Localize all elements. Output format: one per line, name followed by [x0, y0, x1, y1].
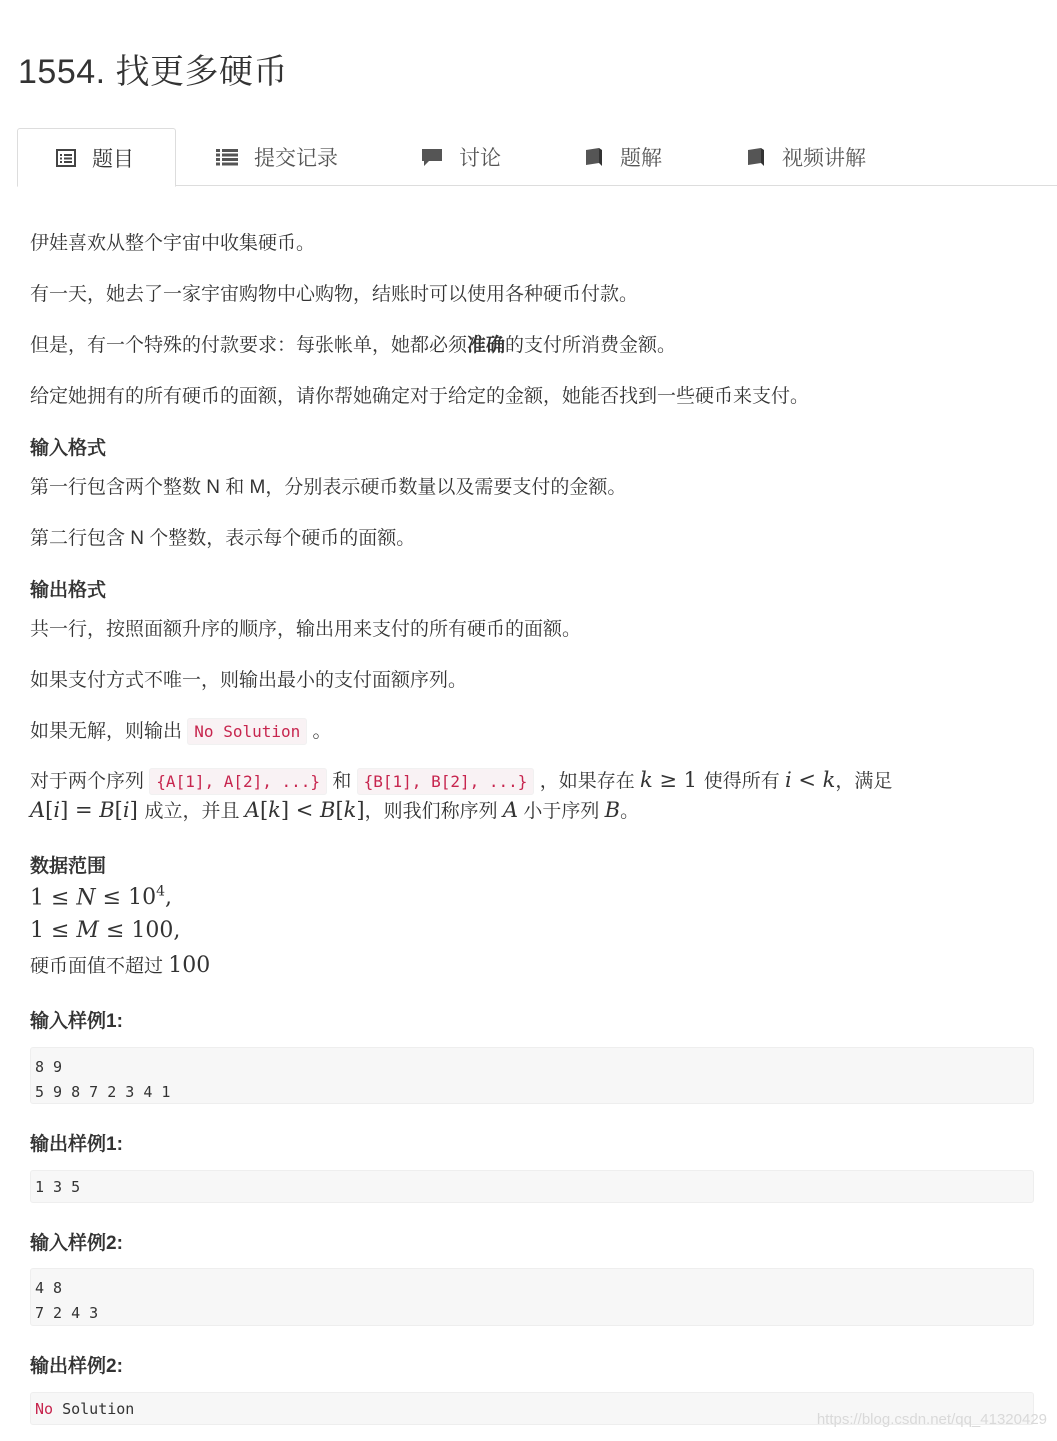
inline-code: {B[1], B[2], ...}: [357, 768, 535, 795]
inline-code: No Solution: [187, 718, 307, 745]
tab-label: 题目: [92, 147, 134, 171]
sample-output-2: No Solution: [30, 1392, 1034, 1425]
paragraph: 第一行包含两个整数 N 和 M，分别表示硬币数量以及需要支付的金额。: [30, 477, 627, 498]
paragraph: 如果支付方式不唯一，则输出最小的支付面额序列。: [30, 670, 468, 691]
problem-tabs: [17, 128, 1057, 186]
watermark: https://blog.csdn.net/qq_41320429: [816, 1411, 1047, 1428]
sample-input-2: 4 8 7 2 4 3: [30, 1268, 1034, 1326]
page-title: 1554. 找更多硬币: [18, 53, 289, 91]
tab-label: 题解: [620, 147, 662, 170]
range-m: 1 ≤ M ≤ 100,: [30, 918, 181, 943]
paragraph: 共一行，按照面额升序的顺序，输出用来支付的所有硬币的面额。: [30, 619, 582, 640]
paragraph: 伊娃喜欢从整个宇宙中收集硬币。: [30, 233, 316, 254]
paragraph: 给定她拥有的所有硬币的面额，请你帮她确定对于给定的金额，她能否找到一些硬币来支付。: [30, 386, 810, 407]
section-heading: 输入样例1:: [30, 1011, 123, 1032]
tab-label: 讨论: [459, 147, 501, 170]
section-heading: 输入格式: [30, 438, 107, 459]
emphasis: 准确: [467, 335, 506, 356]
tab-problem[interactable]: [17, 128, 176, 187]
book-icon: [584, 147, 604, 167]
tab-label: 视频讲解: [782, 147, 866, 170]
paragraph: 但是，有一个特殊的付款要求：每张帐单，她都必须准确的支付所消费金额。: [30, 335, 677, 356]
range-n: $1 \le N \le 10^4$,: [30, 884, 173, 911]
tab-discussion[interactable]: [421, 128, 501, 186]
list-detail-icon: [56, 148, 76, 168]
section-heading: 数据范围: [30, 856, 107, 877]
tab-label: 提交记录: [254, 147, 338, 170]
paragraph: A[i] = B[i] 成立，并且 A[k] < B[k]，则我们称序列 A 小于序列 B。: [30, 798, 640, 822]
section-heading: 输入样例2:: [30, 1233, 123, 1254]
inline-code: {A[1], A[2], ...}: [149, 768, 327, 795]
book-icon: [746, 147, 766, 167]
sample-output-1: 1 3 5: [30, 1170, 1034, 1203]
tab-video-solution[interactable]: [746, 128, 866, 186]
tab-solutions[interactable]: [584, 128, 662, 186]
sample-input-1: 8 9 5 9 8 7 2 3 4 1: [30, 1047, 1034, 1104]
paragraph: 有一天，她去了一家宇宙购物中心购物，结账时可以使用各种硬币付款。: [30, 284, 639, 305]
tab-submissions[interactable]: [216, 128, 338, 186]
paragraph: 如果无解，则输出 No Solution 。: [30, 716, 332, 743]
section-heading: 输出样例1:: [30, 1134, 123, 1155]
paragraph: 对于两个序列 {A[1], A[2], ...} 和 {B[1], B[2], ...} ，如果存在 k ≥ 1 使得所有 i < k，满足: [30, 766, 892, 793]
range-value: 硬币面值不超过 100: [30, 953, 211, 978]
list-icon: [216, 148, 238, 166]
section-heading: 输出格式: [30, 580, 107, 601]
paragraph: 第二行包含 N 个整数，表示每个硬币的面额。: [30, 528, 416, 549]
section-heading: 输出样例2:: [30, 1356, 123, 1377]
comment-icon: [421, 147, 443, 167]
